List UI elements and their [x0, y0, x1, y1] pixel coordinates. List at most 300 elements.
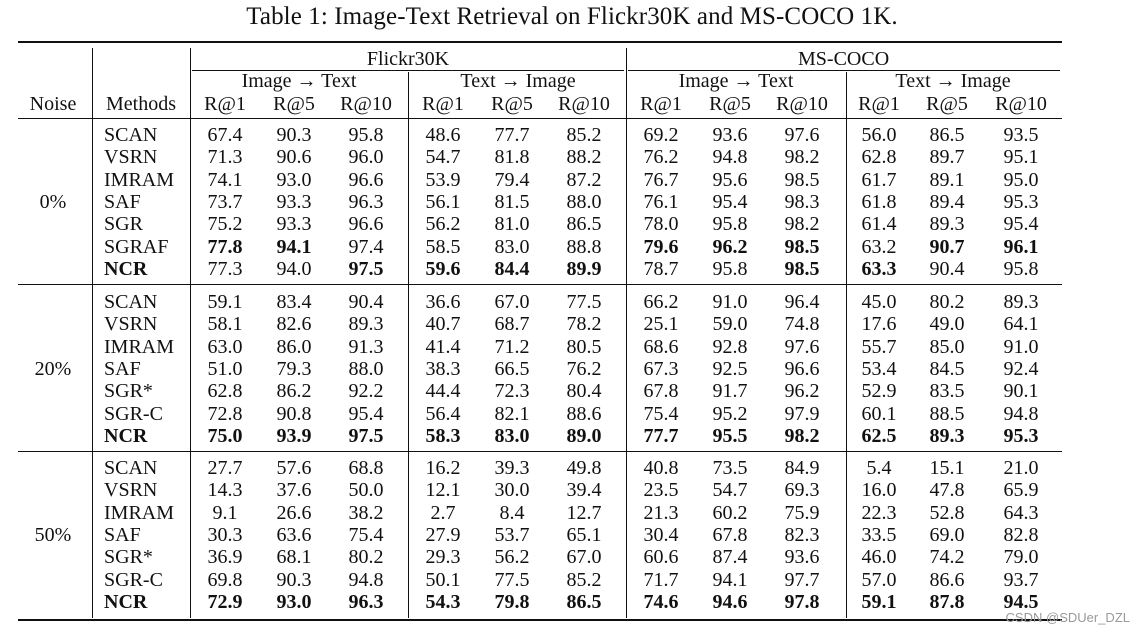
table-cell: 2.7 — [430, 502, 456, 524]
table-cell: 98.5 — [784, 258, 820, 280]
direction-header: Image → Text — [678, 70, 794, 92]
table-cell: 88.6 — [566, 403, 602, 425]
table-cell: 75.9 — [784, 502, 820, 524]
table-cell: 77.3 — [207, 258, 243, 280]
table-cell: 75.0 — [207, 425, 243, 447]
table-cell: 95.5 — [712, 425, 748, 447]
table-cell: 85.0 — [929, 336, 965, 358]
table-cell: 77.7 — [643, 425, 679, 447]
table-cell: 66.5 — [494, 358, 530, 380]
table-cell: 94.1 — [276, 236, 312, 258]
table-cell: 71.7 — [643, 569, 679, 591]
table-cell: 50.1 — [425, 569, 461, 591]
table-cell: 81.8 — [494, 146, 530, 168]
table-cell: 61.7 — [861, 169, 897, 191]
table-cell: 91.3 — [348, 336, 384, 358]
dataset-header: MS-COCO — [798, 48, 890, 70]
table-cell: 94.1 — [712, 569, 748, 591]
table-cell: 86.6 — [929, 569, 965, 591]
metric-header: R@10 — [776, 93, 828, 115]
method-name: NCR — [104, 591, 148, 613]
table-cell: 54.7 — [712, 479, 748, 501]
table-cell: 16.0 — [861, 479, 897, 501]
table-cell: 84.9 — [784, 457, 820, 479]
table-cell: 87.4 — [712, 546, 748, 568]
table-cell: 97.5 — [348, 258, 384, 280]
table-cell: 39.4 — [566, 479, 602, 501]
table-cell: 67.8 — [712, 524, 748, 546]
method-name: VSRN — [104, 479, 158, 501]
table-cell: 68.7 — [494, 313, 530, 335]
table-cell: 57.6 — [276, 457, 312, 479]
metric-header: R@10 — [558, 93, 610, 115]
method-name: SCAN — [104, 291, 158, 313]
table-cell: 46.0 — [861, 546, 897, 568]
table-cell: 88.8 — [566, 236, 602, 258]
table-cell: 93.6 — [712, 124, 748, 146]
table-cell: 92.4 — [1003, 358, 1039, 380]
metric-header: R@1 — [422, 93, 464, 115]
table-cell: 82.3 — [784, 524, 820, 546]
table-cell: 95.2 — [712, 403, 748, 425]
table-cell: 88.5 — [929, 403, 965, 425]
table-cell: 86.5 — [929, 124, 965, 146]
table-cell: 94.8 — [348, 569, 384, 591]
table-cell: 98.2 — [784, 425, 820, 447]
table-cell: 41.4 — [425, 336, 461, 358]
table-cell: 60.2 — [712, 502, 748, 524]
table-cell: 93.5 — [1003, 124, 1039, 146]
noise-level-label: 50% — [34, 523, 72, 546]
table-cell: 93.6 — [784, 546, 820, 568]
table-cell: 52.8 — [929, 502, 965, 524]
table-cell: 64.1 — [1003, 313, 1039, 335]
table-cell: 56.0 — [861, 124, 897, 146]
table-cell: 60.6 — [643, 546, 679, 568]
table-cell: 90.6 — [276, 146, 312, 168]
metric-header: R@1 — [204, 93, 246, 115]
table-cell: 96.6 — [784, 358, 820, 380]
table-cell: 53.7 — [494, 524, 530, 546]
metric-header: R@1 — [640, 93, 682, 115]
table-cell: 74.8 — [784, 313, 820, 335]
table-cell: 69.3 — [784, 479, 820, 501]
method-name: SAF — [104, 191, 141, 213]
table-cell: 96.3 — [348, 191, 384, 213]
table-cell: 97.4 — [348, 236, 384, 258]
table-cell: 38.3 — [425, 358, 461, 380]
table-cell: 49.8 — [566, 457, 602, 479]
table-cell: 29.3 — [425, 546, 461, 568]
table-cell: 52.9 — [861, 380, 897, 402]
table-cell: 9.1 — [212, 502, 238, 524]
table-cell: 97.8 — [784, 591, 820, 613]
table-cell: 86.2 — [276, 380, 312, 402]
table-cell: 54.3 — [425, 591, 461, 613]
metric-header: R@1 — [858, 93, 900, 115]
table-cell: 97.5 — [348, 425, 384, 447]
table-cell: 84.4 — [494, 258, 530, 280]
table-cell: 97.6 — [784, 124, 820, 146]
metric-header: R@5 — [491, 93, 533, 115]
metric-header: R@10 — [995, 93, 1047, 115]
table-cell: 77.7 — [494, 124, 530, 146]
table-cell: 97.9 — [784, 403, 820, 425]
table-cell: 93.0 — [276, 169, 312, 191]
table-cell: 83.0 — [494, 425, 530, 447]
method-name: IMRAM — [104, 502, 175, 524]
table-cell: 40.7 — [425, 313, 461, 335]
table-cell: 69.0 — [929, 524, 965, 546]
table-cell: 59.1 — [207, 291, 243, 313]
table-cell: 55.7 — [861, 336, 897, 358]
table-cell: 97.6 — [784, 336, 820, 358]
table-cell: 78.2 — [566, 313, 602, 335]
table-cell: 47.8 — [929, 479, 965, 501]
table-cell: 95.8 — [712, 258, 748, 280]
table-cell: 56.2 — [425, 213, 461, 235]
table-cell: 36.9 — [207, 546, 243, 568]
table-cell: 67.8 — [643, 380, 679, 402]
table-cell: 67.0 — [566, 546, 602, 568]
table-cell: 91.0 — [712, 291, 748, 313]
table-cell: 87.8 — [929, 591, 965, 613]
table-cell: 81.0 — [494, 213, 530, 235]
table-cell: 65.1 — [566, 524, 602, 546]
table-cell: 73.5 — [712, 457, 748, 479]
table-cell: 97.7 — [784, 569, 820, 591]
noise-level-label: 0% — [39, 190, 67, 213]
table-cell: 95.8 — [1003, 258, 1039, 280]
method-name: SAF — [104, 358, 141, 380]
table-cell: 66.2 — [643, 291, 679, 313]
table-cell: 94.8 — [1003, 403, 1039, 425]
table-cell: 93.3 — [276, 191, 312, 213]
table-cell: 96.6 — [348, 169, 384, 191]
table-cell: 27.7 — [207, 457, 243, 479]
method-name: VSRN — [104, 146, 158, 168]
table-cell: 89.4 — [929, 191, 965, 213]
table-cell: 72.3 — [494, 380, 530, 402]
table-cell: 92.8 — [712, 336, 748, 358]
table-cell: 75.4 — [643, 403, 679, 425]
direction-header: Text → Image — [895, 70, 1011, 92]
table-cell: 98.5 — [784, 169, 820, 191]
watermark-text: CSDN @SDUer_DZL — [1005, 610, 1130, 625]
noise-level-label: 20% — [34, 357, 72, 380]
table-cell: 59.6 — [425, 258, 461, 280]
table-cell: 86.0 — [276, 336, 312, 358]
table-cell: 83.4 — [276, 291, 312, 313]
table-cell: 69.2 — [643, 124, 679, 146]
table-cell: 89.9 — [566, 258, 602, 280]
table-cell: 49.0 — [929, 313, 965, 335]
table-cell: 98.2 — [784, 213, 820, 235]
metric-header: R@5 — [926, 93, 968, 115]
table-cell: 98.2 — [784, 146, 820, 168]
table-cell: 79.3 — [276, 358, 312, 380]
table-cell: 51.0 — [207, 358, 243, 380]
table-cell: 95.6 — [712, 169, 748, 191]
table-cell: 89.3 — [929, 425, 965, 447]
table-cell: 74.6 — [643, 591, 679, 613]
table-cell: 53.4 — [861, 358, 897, 380]
table-cell: 93.0 — [276, 591, 312, 613]
method-name: SCAN — [104, 124, 158, 146]
table-cell: 79.4 — [494, 169, 530, 191]
table-cell: 17.6 — [861, 313, 897, 335]
table-cell: 90.1 — [1003, 380, 1039, 402]
direction-header: Image → Text — [241, 70, 357, 92]
table-cell: 16.2 — [425, 457, 461, 479]
table-cell: 64.3 — [1003, 502, 1039, 524]
table-cell: 63.3 — [861, 258, 897, 280]
table-cell: 90.3 — [276, 569, 312, 591]
table-cell: 65.9 — [1003, 479, 1039, 501]
table-cell: 93.7 — [1003, 569, 1039, 591]
table-cell: 54.7 — [425, 146, 461, 168]
table-cell: 61.8 — [861, 191, 897, 213]
table-cell: 30.4 — [643, 524, 679, 546]
table-cell: 89.3 — [1003, 291, 1039, 313]
method-name: SCAN — [104, 457, 158, 479]
table-cell: 89.1 — [929, 169, 965, 191]
table-cell: 88.2 — [566, 146, 602, 168]
table-cell: 95.4 — [1003, 213, 1039, 235]
table-cell: 87.2 — [566, 169, 602, 191]
table-cell: 27.9 — [425, 524, 461, 546]
table-cell: 94.8 — [712, 146, 748, 168]
direction-header: Text → Image — [460, 70, 576, 92]
table-cell: 94.6 — [712, 591, 748, 613]
table-cell: 73.7 — [207, 191, 243, 213]
table-cell: 44.4 — [425, 380, 461, 402]
table-cell: 58.5 — [425, 236, 461, 258]
bottom-rule — [18, 619, 1062, 621]
method-name: VSRN — [104, 313, 158, 335]
table-cell: 71.3 — [207, 146, 243, 168]
table-cell: 95.0 — [1003, 169, 1039, 191]
method-name: SAF — [104, 524, 141, 546]
method-name: SGRAF — [104, 236, 169, 258]
table-cell: 95.8 — [712, 213, 748, 235]
table-cell: 76.2 — [643, 146, 679, 168]
table-cell: 63.2 — [861, 236, 897, 258]
group-rule — [18, 451, 1062, 452]
method-name: NCR — [104, 425, 148, 447]
table-cell: 86.5 — [566, 591, 602, 613]
dataset-header: Flickr30K — [366, 48, 450, 70]
table-cell: 85.2 — [566, 569, 602, 591]
table-cell: 67.3 — [643, 358, 679, 380]
method-name: SGR* — [104, 380, 153, 402]
table-cell: 79.6 — [643, 236, 679, 258]
table-cell: 90.3 — [276, 124, 312, 146]
method-name: SGR-C — [104, 569, 163, 591]
table-cell: 96.0 — [348, 146, 384, 168]
table-cell: 23.5 — [643, 479, 679, 501]
table-cell: 89.0 — [566, 425, 602, 447]
table-cell: 81.5 — [494, 191, 530, 213]
table-cell: 96.2 — [784, 380, 820, 402]
table-cell: 96.6 — [348, 213, 384, 235]
table-cell: 57.0 — [861, 569, 897, 591]
table-cell: 78.0 — [643, 213, 679, 235]
table-cell: 22.3 — [861, 502, 897, 524]
method-name: SGR-C — [104, 403, 163, 425]
table-cell: 72.9 — [207, 591, 243, 613]
table-cell: 58.1 — [207, 313, 243, 335]
table-cell: 93.9 — [276, 425, 312, 447]
table-cell: 96.3 — [348, 591, 384, 613]
table-cell: 79.8 — [494, 591, 530, 613]
table-cell: 26.6 — [276, 502, 312, 524]
method-name: SGR* — [104, 546, 153, 568]
table-cell: 12.7 — [566, 502, 602, 524]
table-cell: 12.1 — [425, 479, 461, 501]
table-cell: 69.8 — [207, 569, 243, 591]
table-cell: 21.3 — [643, 502, 679, 524]
table-cell: 77.5 — [566, 291, 602, 313]
table-cell: 40.8 — [643, 457, 679, 479]
table-cell: 74.2 — [929, 546, 965, 568]
group-rule — [18, 284, 1062, 285]
table-cell: 92.5 — [712, 358, 748, 380]
table-cell: 88.0 — [566, 191, 602, 213]
table-cell: 80.4 — [566, 380, 602, 402]
table-cell: 80.2 — [348, 546, 384, 568]
method-name: SGR — [104, 213, 143, 235]
table-cell: 96.4 — [784, 291, 820, 313]
table-cell: 80.5 — [566, 336, 602, 358]
table-cell: 98.3 — [784, 191, 820, 213]
table-cell: 63.6 — [276, 524, 312, 546]
table-cell: 76.7 — [643, 169, 679, 191]
table-cell: 95.1 — [1003, 146, 1039, 168]
table-cell: 15.1 — [929, 457, 965, 479]
table-cell: 84.5 — [929, 358, 965, 380]
table-cell: 95.4 — [712, 191, 748, 213]
table-cell: 76.2 — [566, 358, 602, 380]
noise-header: Noise — [29, 93, 77, 115]
table-cell: 94.0 — [276, 258, 312, 280]
table-cell: 90.4 — [348, 291, 384, 313]
table-cell: 67.4 — [207, 124, 243, 146]
header-rule — [18, 118, 1062, 119]
table-cell: 56.2 — [494, 546, 530, 568]
table-cell: 14.3 — [207, 479, 243, 501]
table-cell: 90.7 — [929, 236, 965, 258]
table-cell: 82.6 — [276, 313, 312, 335]
table-cell: 94.5 — [1003, 591, 1039, 613]
table-cell: 82.8 — [1003, 524, 1039, 546]
table-cell: 92.2 — [348, 380, 384, 402]
table-cell: 48.6 — [425, 124, 461, 146]
table-cell: 85.2 — [566, 124, 602, 146]
metric-header: R@10 — [340, 93, 392, 115]
table-cell: 80.2 — [929, 291, 965, 313]
table-cell: 59.1 — [861, 591, 897, 613]
table-cell: 95.8 — [348, 124, 384, 146]
table-caption: Table 1: Image-Text Retrieval on Flickr30K and MS-COCO 1K. — [246, 3, 898, 30]
methods-header: Methods — [106, 93, 176, 115]
table-cell: 95.3 — [1003, 191, 1039, 213]
table-cell: 89.3 — [348, 313, 384, 335]
table-cell: 21.0 — [1003, 457, 1039, 479]
table-cell: 67.0 — [494, 291, 530, 313]
table-cell: 62.8 — [861, 146, 897, 168]
table-cell: 36.6 — [425, 291, 461, 313]
table-cell: 91.0 — [1003, 336, 1039, 358]
table-cell: 77.8 — [207, 236, 243, 258]
table-cell: 39.3 — [494, 457, 530, 479]
table-cell: 82.1 — [494, 403, 530, 425]
table-cell: 62.5 — [861, 425, 897, 447]
table-cell: 30.0 — [494, 479, 530, 501]
method-name: NCR — [104, 258, 148, 280]
table-cell: 90.4 — [929, 258, 965, 280]
table-cell: 61.4 — [861, 213, 897, 235]
table-cell: 90.8 — [276, 403, 312, 425]
table-cell: 75.4 — [348, 524, 384, 546]
table-cell: 56.1 — [425, 191, 461, 213]
metric-header: R@5 — [709, 93, 751, 115]
table-cell: 86.5 — [566, 213, 602, 235]
top-rule — [18, 41, 1062, 43]
table-cell: 79.0 — [1003, 546, 1039, 568]
table-cell: 71.2 — [494, 336, 530, 358]
table-cell: 91.7 — [712, 380, 748, 402]
table-cell: 62.8 — [207, 380, 243, 402]
table-cell: 83.0 — [494, 236, 530, 258]
table-cell: 74.1 — [207, 169, 243, 191]
table-cell: 45.0 — [861, 291, 897, 313]
method-name: IMRAM — [104, 336, 175, 358]
metric-header: R@5 — [273, 93, 315, 115]
table-cell: 83.5 — [929, 380, 965, 402]
table-cell: 78.7 — [643, 258, 679, 280]
table-cell: 59.0 — [712, 313, 748, 335]
table-cell: 8.4 — [499, 502, 525, 524]
table-cell: 88.0 — [348, 358, 384, 380]
table-cell: 93.3 — [276, 213, 312, 235]
table-cell: 89.7 — [929, 146, 965, 168]
method-name: IMRAM — [104, 169, 175, 191]
table-cell: 89.3 — [929, 213, 965, 235]
table-cell: 33.5 — [861, 524, 897, 546]
table-cell: 96.2 — [712, 236, 748, 258]
table-cell: 68.1 — [276, 546, 312, 568]
table-cell: 38.2 — [348, 502, 384, 524]
table-cell: 58.3 — [425, 425, 461, 447]
table-cell: 72.8 — [207, 403, 243, 425]
table-cell: 30.3 — [207, 524, 243, 546]
table-cell: 68.8 — [348, 457, 384, 479]
table-cell: 95.3 — [1003, 425, 1039, 447]
table-cell: 37.6 — [276, 479, 312, 501]
table-cell: 53.9 — [425, 169, 461, 191]
table-cell: 63.0 — [207, 336, 243, 358]
table-cell: 60.1 — [861, 403, 897, 425]
table-cell: 5.4 — [866, 457, 892, 479]
table-cell: 68.6 — [643, 336, 679, 358]
table-cell: 56.4 — [425, 403, 461, 425]
table-cell: 50.0 — [348, 479, 384, 501]
table-cell: 96.1 — [1003, 236, 1039, 258]
table-cell: 98.5 — [784, 236, 820, 258]
table-cell: 76.1 — [643, 191, 679, 213]
table-cell: 95.4 — [348, 403, 384, 425]
